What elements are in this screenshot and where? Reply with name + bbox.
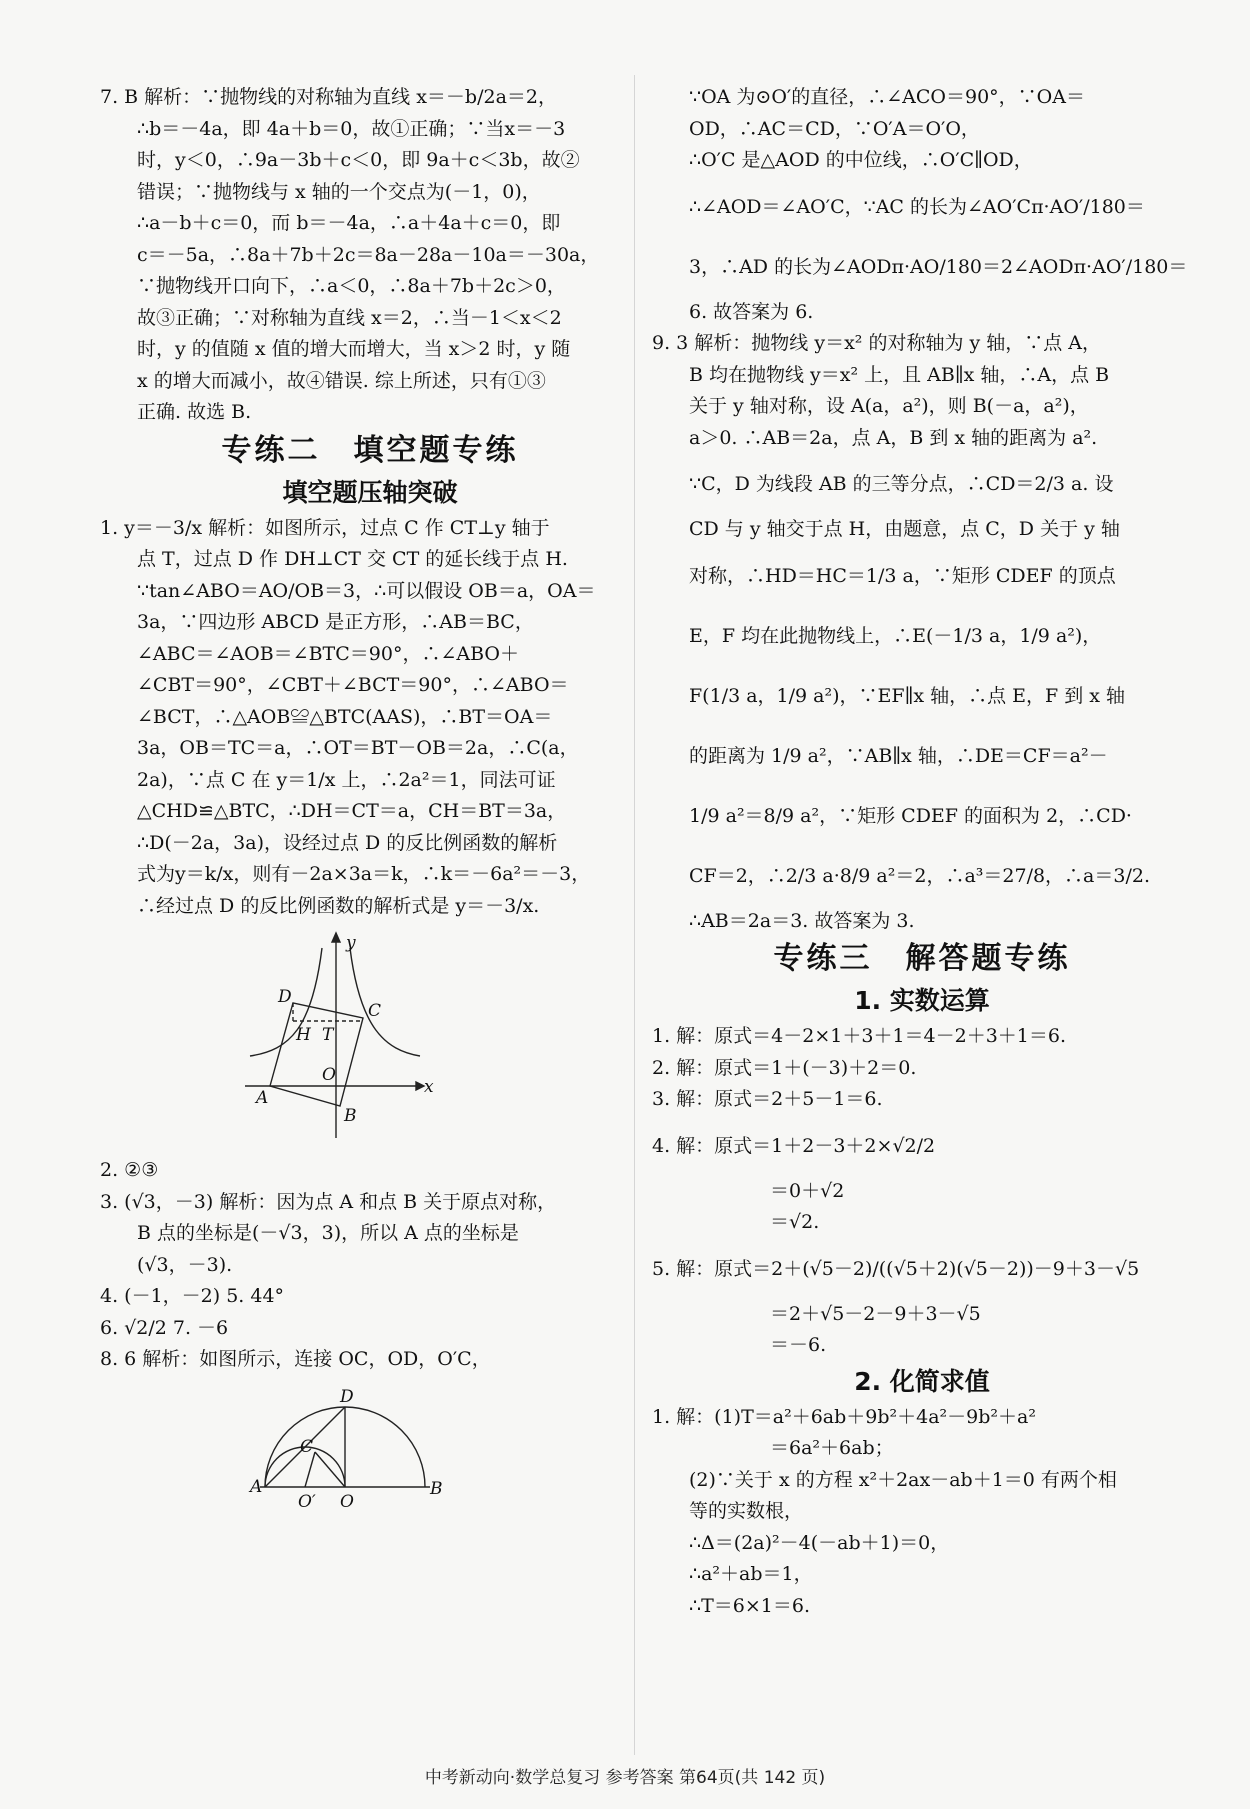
answer-line: ∴AB＝2a＝3. 故答案为 3. [689,909,915,932]
answer-line: 2a)，∵点 C 在 y＝1/x 上，∴2a²＝1，同法可证 [137,768,556,791]
answer-line: 对称，∴HD＝HC＝1/3 a，∵矩形 CDEF 的顶点 [689,564,1116,587]
answer-line: 等的实数根， [689,1500,804,1522]
answer-line: ＝6a²＋6ab； [770,1437,894,1459]
left-column [100,82,640,1524]
answer-line: 1. 解：(1)T＝a²＋6ab＋9b²＋4a²－9b²＋a² [652,1405,1036,1428]
answer-line: 3，∴AD 的长为∠AODπ·AO/180＝2∠AODπ·AO′/180＝ [689,255,1188,278]
answer-line: 6. √2/2 7. －6 [100,1316,229,1339]
answer-line: OD，∴AC＝CD，∵O′A＝O′O， [689,117,980,140]
point-label-h: H [296,1025,311,1045]
answer-line: 3a，OB＝TC＝a，∴OT＝BT－OB＝2a，∴C(a， [137,737,579,759]
point-label-t: T [322,1025,334,1045]
answer-line: 时，y 的值随 x 值的增大而增大，当 x＞2 时，y 随 [137,338,571,360]
point-label-d: D [340,1386,354,1407]
answer-line: 9. 3 解析：抛物线 y＝x² 的对称轴为 y 轴，∵点 A， [652,332,1102,354]
answer-line: CF＝2，∴2/3 a·8/9 a²＝2，∴a³＝27/8，∴a＝3/2. [689,864,1151,887]
answer-line: E，F 均在此抛物线上，∴E(－1/3 a，1/9 a²)， [689,624,1102,647]
answer-line: 时，y＜0，∴9a－3b＋c＜0，即 9a＋c＜3b，故② [137,149,580,171]
answer-line: 4. (－1，－2) 5. 44° [100,1285,285,1307]
answer-line: ∠ABC＝∠AOB＝∠BTC＝90°，∴∠ABO＋ [137,642,519,665]
answer-line: 点 T，过点 D 作 DH⊥CT 交 CT 的延长线于点 H. [137,548,568,570]
answer-line: ∴T＝6×1＝6. [689,1594,810,1617]
semicircle-figure [100,1382,640,1512]
answer-line: 5. 解：原式＝2＋(√5－2)/((√5＋2)(√5－2))－9＋3－√5 [652,1257,1140,1280]
answer-line: ＝－6. [770,1334,827,1356]
answer-line: 1. y＝－3/x 解析：如图所示，过点 C 作 CT⊥y 轴于 [100,516,550,539]
answer-line: 7. B 解析：∵抛物线的对称轴为直线 x＝－b/2a＝2， [100,86,557,108]
answer-line: 4. 解：原式＝1＋2－3＋2×√2/2 [652,1134,936,1157]
answer-line: 1/9 a²＝8/9 a²，∵矩形 CDEF 的面积为 2，∴CD· [689,804,1132,827]
answer-line: ∵C，D 为线段 AB 的三等分点，∴CD＝2/3 a. 设 [689,473,1114,495]
answer-line: 3. (√3，－3) 解析：因为点 A 和点 B 关于原点对称， [100,1190,557,1213]
answer-line: 关于 y 轴对称，设 A(a，a²)，则 B(－a，a²)， [689,395,1089,417]
answer-line: 6. 故答案为 6. [689,300,814,323]
answer-line: ∵抛物线开口向下，∴a＜0，∴8a＋7b＋2c＞0， [137,275,566,297]
answer-line: 8. 6 解析：如图所示，连接 OC，OD，O′C， [100,1348,491,1370]
point-label-o-prime: O′ [298,1491,316,1512]
answer-line: 错误；∵抛物线与 x 轴的一个交点为(－1，0)， [137,180,541,203]
point-label-o: O [340,1491,354,1512]
answer-line: ＝2＋√5－2－9＋3－√5 [770,1302,981,1325]
point-label-o: O [322,1065,336,1085]
point-label-d: D [278,987,292,1007]
point-label-a: A [250,1476,263,1497]
answer-line: ∴Δ＝(2a)²－4(－ab＋1)＝0， [689,1531,950,1554]
answer-line: 1. 解：原式＝4－2×1＋3＋1＝4－2＋3＋1＝6. [652,1025,1067,1047]
answer-line: 式为y＝k/x，则有－2a×3a＝k，∴k＝－6a²＝－3， [137,863,591,885]
answer-line: ∴a²＋ab＝1， [689,1563,813,1585]
subsection-title: 填空题压轴突破 [282,477,458,507]
answer-line: 3a，∵四边形 ABCD 是正方形，∴AB＝BC， [137,611,534,633]
answer-line: 2. 解：原式＝1＋(－3)＋2＝0. [652,1056,917,1079]
answer-line: a＞0. ∴AB＝2a，点 A，B 到 x 轴的距离为 a². [689,426,1098,449]
point-label-c: C [368,1001,382,1021]
answer-line: F(1/3 a，1/9 a²)，∵EF∥x 轴，∴点 E，F 到 x 轴 [689,684,1126,707]
answer-line: ∴O′C 是△AOD 的中位线，∴O′C∥OD， [689,149,1033,171]
answer-line: x 的增大而减小，故④错误. 综上所述，只有①③ [137,369,546,392]
answer-line: ∴经过点 D 的反比例函数的解析式是 y＝－3/x. [137,894,540,917]
axis-label-y: y [346,933,356,953]
point-label-c: C [300,1436,314,1457]
answer-line: c＝－5a，∴8a＋7b＋2c＝8a－28a－10a＝－30a， [137,243,600,266]
answer-line: CD 与 y 轴交于点 H，由题意，点 C，D 关于 y 轴 [689,518,1120,540]
right-column [652,82,1192,1622]
answer-line: ∵tan∠ABO＝AO/OB＝3，∴可以假设 OB＝a，OA＝ [137,579,596,602]
axis-label-x: x [424,1077,434,1097]
answer-line: 2. ②③ [100,1159,159,1181]
answer-line: B 均在抛物线 y＝x² 上，且 AB∥x 轴，∴A，点 B [689,363,1110,386]
point-label-a: A [256,1088,269,1108]
answer-line: 的距离为 1/9 a²，∵AB∥x 轴，∴DE＝CF＝a²－ [689,744,1108,767]
subsection-title: 1. 实数运算 [854,986,990,1015]
answer-line: ∴b＝－4a，即 4a＋b＝0，故①正确；∵当x＝－3 [137,117,566,140]
answer-line: ∵OA 为⊙O′的直径，∴∠ACO＝90°，∵OA＝ [689,86,1085,108]
section-title: 专练二 填空题专练 [221,432,519,468]
answer-line: 正确. 故选 B. [137,401,252,423]
answer-line: (√3，－3). [137,1253,233,1276]
answer-line: 3. 解：原式＝2＋5－1＝6. [652,1088,883,1110]
page-footer: 中考新动向·数学总复习 参考答案 第64页(共 142 页) [424,1768,826,1788]
point-label-b: B [344,1106,357,1126]
answer-line: 故③正确；∵对称轴为直线 x＝2，∴当－1＜x＜2 [137,306,562,329]
answer-line: △CHD≌△BTC，∴DH＝CT＝a，CH＝BT＝3a， [137,800,567,822]
answer-line: ∴a－b＋c＝0，而 b＝－4a，∴a＋4a＋c＝0，即 [137,212,561,234]
answer-line: ∴D(－2a，3a)，设经过点 D 的反比例函数的解析 [137,831,558,854]
point-label-b: B [430,1478,443,1499]
answer-line: ∴∠AOD＝∠AO′C，∵AC 的长为∠AO′Cπ·AO′/180＝ [689,195,1145,218]
subsection-title: 2. 化简求值 [854,1366,990,1396]
answer-line: ＝0＋√2 [770,1179,845,1202]
answer-line: (2)∵关于 x 的方程 x²＋2ax－ab＋1＝0 有两个相 [689,1468,1117,1491]
section-title: 专练三 解答题专练 [773,941,1071,976]
answer-line: ＝√2. [770,1211,820,1233]
answer-line: ∠BCT，∴△AOB≌△BTC(AAS)，∴BT＝OA＝ [137,705,553,728]
answer-line: ∠CBT＝90°，∠CBT＋∠BCT＝90°，∴∠ABO＝ [137,674,569,696]
answer-line: B 点的坐标是(－√3，3)，所以 A 点的坐标是 [137,1222,519,1244]
hyperbola-square-figure [100,928,640,1143]
